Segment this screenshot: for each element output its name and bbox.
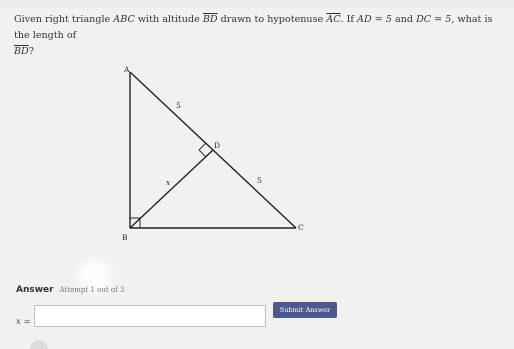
label-ad: 5	[176, 101, 181, 110]
answer-input[interactable]	[34, 305, 266, 327]
x-equals-label: x =	[16, 317, 31, 327]
question-part: ?	[28, 46, 34, 57]
answer-label: Answer	[16, 285, 54, 295]
question-part: with altitude	[134, 14, 203, 25]
scroll-hint	[30, 340, 48, 349]
question-part: , what is the length of	[14, 14, 493, 41]
altitude-bd	[130, 150, 213, 228]
answer-header	[16, 285, 124, 295]
vertex-a-label: A	[124, 65, 130, 74]
right-angle-marker-d	[199, 143, 206, 157]
question-part: Given right triangle	[14, 14, 114, 25]
top-bar	[0, 0, 514, 8]
given-ad: AD = 5	[357, 14, 392, 25]
label-dc: 5	[257, 176, 262, 185]
segment-bd: $\overline{BD}$	[202, 14, 218, 25]
question-part: drawn to hypotenuse	[217, 14, 327, 25]
vertex-c-label: C	[298, 223, 304, 232]
segment-bd-asked: $\overline{BD}$	[14, 46, 29, 57]
question-part: . If	[340, 14, 358, 25]
triangle-figure	[108, 62, 318, 244]
attempt-highlight	[84, 266, 104, 286]
attempt-counter: Attempt 1 out of 3	[59, 286, 125, 294]
question-part: and	[391, 14, 417, 25]
segment-ac: $\overline{AC}$	[326, 14, 341, 25]
vertex-b-label: B	[122, 233, 128, 242]
submit-answer-button[interactable]: Submit Answer	[273, 302, 337, 318]
triangle-name: ABC	[113, 14, 135, 25]
label-bd: x	[166, 178, 171, 187]
question-text	[14, 12, 504, 60]
given-dc: DC = 5	[416, 14, 452, 25]
vertex-d-label: D	[214, 141, 221, 150]
